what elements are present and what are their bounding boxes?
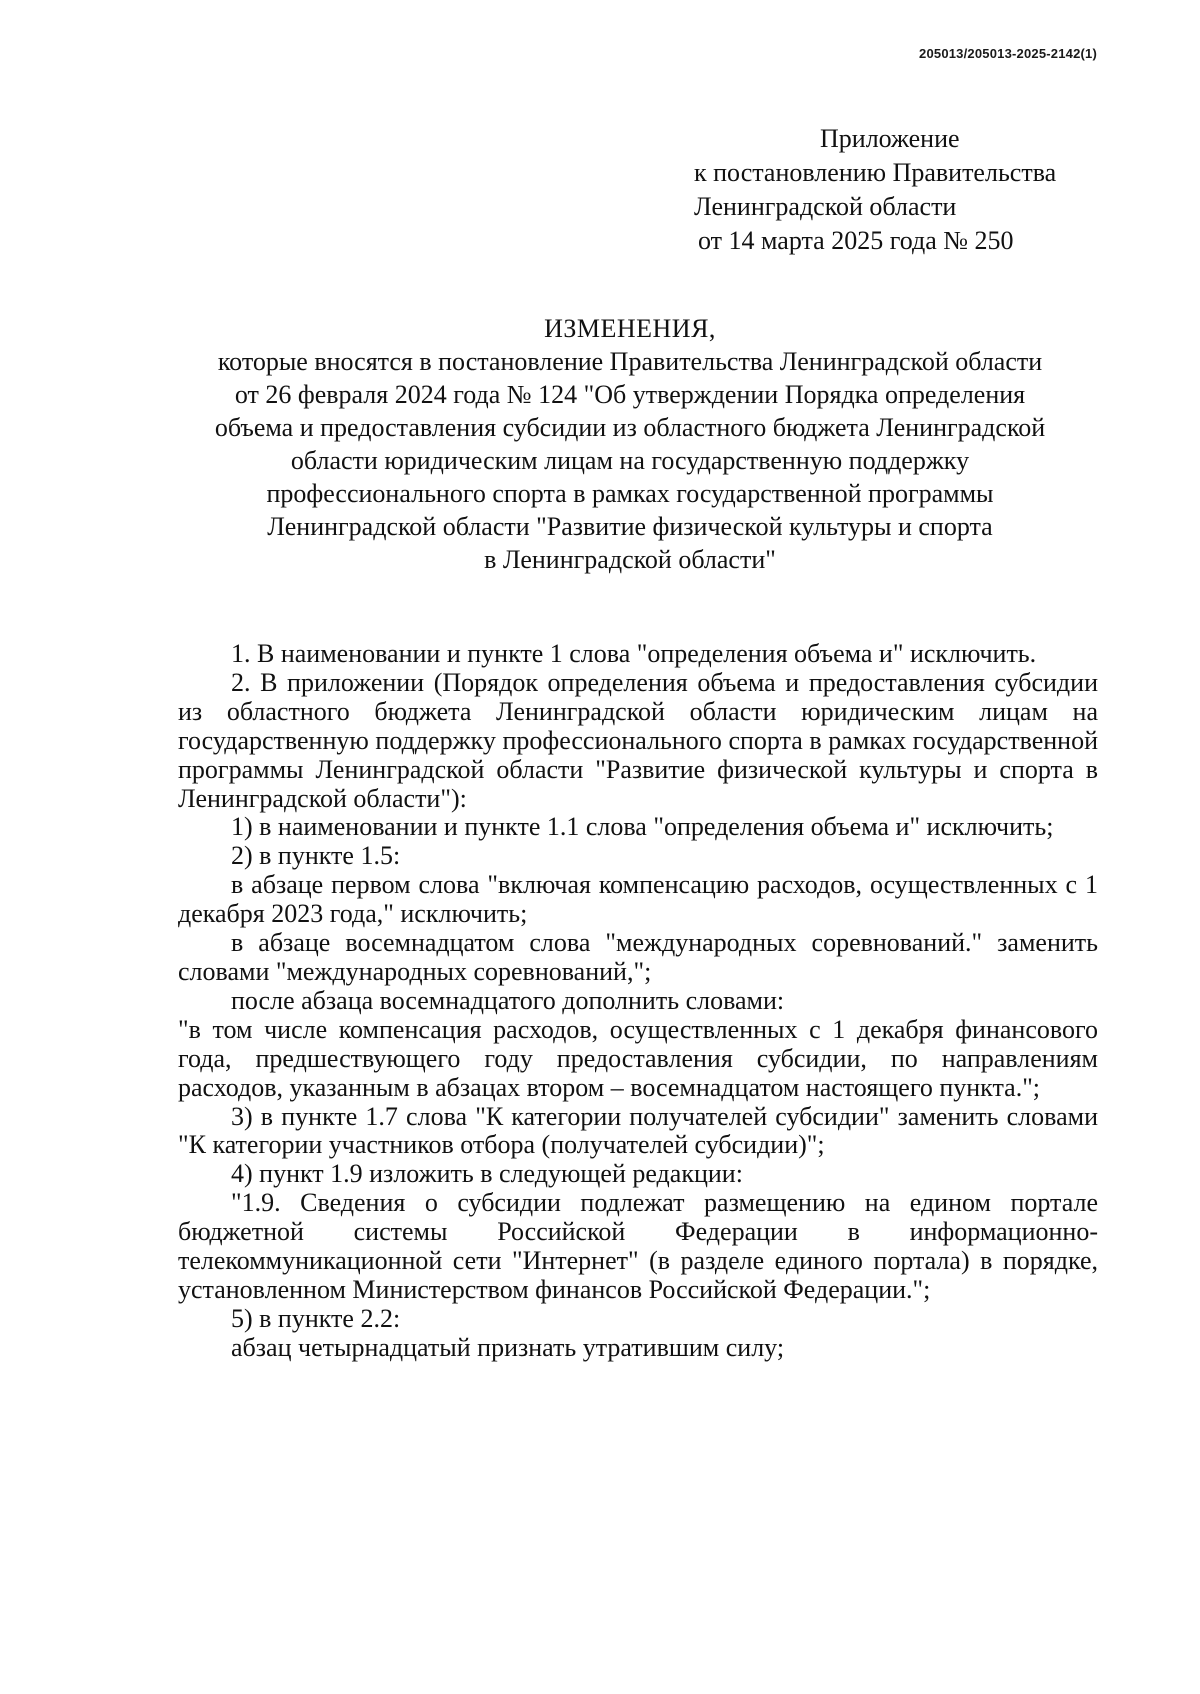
heading-line: которые вносятся в постановление Правительства Ленинградской области	[217, 347, 1043, 376]
paragraph-2-5: 5) в пункте 2.2:	[231, 1303, 401, 1333]
appendix-block	[694, 122, 1056, 258]
paragraph-2-4-quote: "1.9. Сведения о субсидии подлежат размещению на едином портале бюджетной системы Российской Федерации в информационно-телекоммуникационной сети "Интернет" (в разделе единого портала) в порядке, установленном Министерством финансов Российской Федерации.";	[178, 1188, 1098, 1304]
paragraph-2-2-c: после абзаца восемнадцатого дополнить словами:	[231, 985, 785, 1015]
heading-line: в Ленинградской области"	[484, 545, 776, 574]
paragraph-2-3: 3) в пункте 1.7 слова "К категории получателей субсидии" заменить словами "К категории участников отбора (получателей субсидии)";	[178, 1101, 1098, 1160]
heading-line: области юридическим лицам на государственную поддержку	[290, 446, 970, 475]
heading-line: от 26 февраля 2024 года № 124 "Об утверждении Порядка определения	[234, 380, 1026, 409]
appendix-line-region: Ленинградской области	[694, 192, 957, 221]
appendix-line-resolution: к постановлению Правительства	[694, 158, 1057, 187]
paragraph-2-2-quote: "в том числе компенсация расходов, осуществленных с 1 декабря финансового года, предшествующего году предоставления субсидии, по направлениям расходов, указанным в абзацах втором – восемнадцатом настоящего пункта.";	[178, 1014, 1098, 1102]
paragraph-1: 1. В наименовании и пункте 1 слова "определения объема и" исключить.	[231, 639, 1037, 668]
heading-title: ИЗМЕНЕНИЯ,	[544, 314, 716, 343]
paragraph-2-1: 1) в наименовании и пункте 1.1 слова "определения объема и" исключить;	[231, 812, 1054, 842]
paragraph-2-2-a: в абзаце первом слова "включая компенсацию расходов, осуществленных с 1 декабря 2023 года," исключить;	[178, 870, 1098, 929]
heading-line: Ленинградской области "Развитие физической культуры и спорта	[267, 512, 993, 541]
document-id: 205013/205013-2025-2142(1)	[919, 46, 1097, 61]
appendix-title: Приложение	[820, 124, 960, 153]
paragraph-2-5-a: абзац четырнадцатый признать утратившим силу;	[231, 1332, 785, 1362]
heading-line: профессионального спорта в рамках государственной программы	[266, 479, 994, 508]
paragraph-2-2: 2) в пункте 1.5:	[231, 841, 401, 871]
paragraph-2-2-b: в абзаце восемнадцатом слова "международных соревнований." заменить словами "международных соревнований,";	[178, 928, 1098, 986]
heading-line: объема и предоставления субсидии из областного бюджета Ленинградской	[214, 413, 1046, 442]
appendix-line-date: от 14 марта 2025 года № 250	[698, 226, 1014, 255]
document-body	[178, 640, 1098, 1363]
paragraph-2-4: 4) пункт 1.9 изложить в следующей редакции:	[231, 1159, 743, 1189]
paragraph-2: 2. В приложении (Порядок определения объема и предоставления субсидии из областного бюджета Ленинградской области юридическим лицам на государственную поддержку профессионального спорта в рамках государственной программы Ленинградской области "Развитие физической культуры и спорта в Ленинградской области"):	[178, 667, 1098, 813]
document-heading	[160, 312, 1100, 576]
